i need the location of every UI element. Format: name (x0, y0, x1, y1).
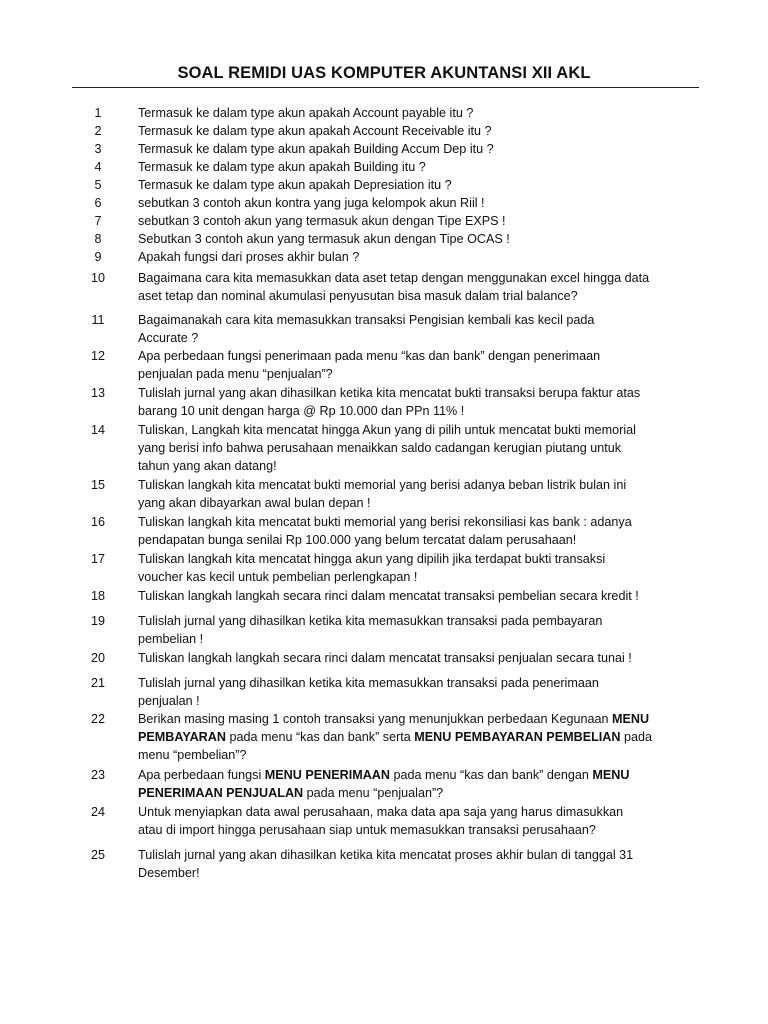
text-segment: penjualan ! (138, 694, 200, 709)
question-number: 5 (94, 178, 102, 192)
question-number: 6 (94, 196, 102, 210)
question-text-line (138, 329, 698, 347)
question-text (138, 674, 698, 710)
question-number: 23 (90, 768, 105, 782)
question-text-line (138, 269, 698, 287)
question-text (138, 710, 698, 765)
question-text (138, 766, 698, 802)
question-text-line (138, 568, 698, 586)
question-text-line (138, 784, 698, 802)
question-text (138, 269, 698, 305)
text-segment: tahun yang akan datang! (138, 459, 277, 474)
question-text-line (138, 803, 698, 821)
bold-menu-term: PEMBAYARAN (138, 730, 226, 745)
question-text (138, 248, 698, 266)
question-text-line (138, 846, 698, 864)
question-number: 10 (90, 271, 105, 285)
question-number: 24 (90, 805, 105, 819)
question-text (138, 846, 698, 882)
text-segment: Bagaimanakah cara kita memasukkan transaksi Pengisian kembali kas kecil pada (138, 313, 595, 327)
text-segment: sebutkan 3 contoh akun kontra yang juga kelompok akun Riil ! (138, 196, 485, 210)
question-text-line (138, 311, 698, 329)
bold-menu-term: MENU PEMBAYARAN PEMBELIAN (414, 730, 621, 745)
text-segment: pada menu “kas dan bank” dengan (390, 768, 593, 782)
text-segment: menu “pembelian”? (138, 748, 247, 763)
question-number: 18 (90, 589, 105, 603)
question-text-line (138, 531, 698, 549)
question-number: 21 (90, 676, 105, 690)
question-text-line (138, 365, 698, 383)
question-text-line (138, 476, 698, 494)
text-segment: Termasuk ke dalam type akun apakah Account Receivable itu ? (138, 124, 492, 138)
question-text (138, 104, 698, 122)
question-number: 16 (90, 515, 105, 529)
question-number: 20 (90, 651, 105, 665)
question-number: 9 (94, 250, 102, 264)
question-text (138, 476, 698, 512)
question-number: 12 (90, 349, 105, 363)
question-text-line (138, 140, 698, 158)
text-segment: Apa perbedaan fungsi penerimaan pada menu “kas dan bank” dengan penerimaan (138, 349, 601, 363)
question-number: 25 (90, 848, 105, 862)
question-text-line (138, 384, 698, 402)
text-segment: barang 10 unit dengan harga @ Rp 10.000 dan PPn 11% ! (138, 404, 465, 419)
question-number: 3 (94, 142, 102, 156)
question-text-line (138, 158, 698, 176)
text-segment: Apakah fungsi dari proses akhir bulan ? (138, 250, 360, 264)
bold-menu-term: PENERIMAAN PENJUALAN (138, 786, 304, 801)
bold-menu-term: MENU PENERIMAAN (264, 768, 390, 782)
question-number: 8 (94, 232, 102, 246)
text-segment: Tuliskan langkah kita mencatat hingga akun yang dipilih jika terdapat bukti transaksi (138, 552, 606, 566)
question-text-line (138, 230, 698, 248)
question-text-line (138, 421, 698, 439)
text-segment: yang akan dibayarkan awal bulan depan ! (138, 496, 371, 511)
text-segment: Termasuk ke dalam type akun apakah Building itu ? (138, 160, 426, 174)
text-segment: pendapatan bunga senilai Rp 100.000 yang belum tercatat dalam perusahaan! (138, 533, 577, 548)
question-text (138, 212, 698, 230)
question-text (138, 122, 698, 140)
text-segment: voucher kas kecil untuk pembelian perlengkapan ! (138, 570, 418, 585)
question-text-line (138, 104, 698, 122)
question-text-line (138, 402, 698, 420)
text-segment: Accurate ? (138, 331, 199, 346)
text-segment: Termasuk ke dalam type akun apakah Building Accum Dep itu ? (138, 142, 494, 156)
question-text (138, 550, 698, 586)
question-number: 15 (90, 478, 105, 492)
text-segment: Apa perbedaan fungsi (138, 768, 265, 782)
question-text-line (138, 248, 698, 266)
question-text (138, 158, 698, 176)
text-segment: pada menu “kas dan bank” serta (225, 730, 415, 745)
question-text-line (138, 612, 698, 630)
question-text (138, 194, 698, 212)
question-number: 13 (90, 386, 105, 400)
text-segment: Tuliskan langkah kita mencatat bukti memorial yang berisi rekonsiliasi kas bank : adanya (138, 515, 632, 529)
question-number: 2 (94, 124, 102, 138)
text-segment: pada (620, 730, 652, 745)
question-text-line (138, 728, 698, 746)
question-number: 22 (90, 712, 105, 726)
text-segment: aset tetap dan nominal akumulasi penyusutan bisa masuk dalam trial balance? (138, 289, 578, 304)
question-text-line (138, 587, 698, 605)
text-segment: yang berisi info bahwa perusahaan menaikkan saldo cadangan kerugian piutang untuk (138, 441, 622, 456)
text-segment: pembelian ! (138, 632, 204, 647)
question-text-line (138, 347, 698, 365)
question-text (138, 311, 698, 347)
question-number: 7 (94, 214, 102, 228)
question-text (138, 140, 698, 158)
question-text-line (138, 746, 698, 764)
text-segment: sebutkan 3 contoh akun yang termasuk akun dengan Tipe EXPS ! (138, 214, 506, 228)
question-text-line (138, 630, 698, 648)
text-segment: Tulislah jurnal yang dihasilkan ketika kita memasukkan transaksi pada penerimaan (138, 676, 599, 690)
text-segment: Tulislah jurnal yang akan dihasilkan ketika kita mencatat proses akhir bulan di tanggal 31 (138, 848, 634, 862)
question-text-line (138, 457, 698, 475)
question-text-line (138, 212, 698, 230)
question-text-line (138, 287, 698, 305)
question-text (138, 421, 698, 476)
question-text-line (138, 692, 698, 710)
question-text-line (138, 439, 698, 457)
question-text-line (138, 710, 698, 728)
question-number: 1 (94, 106, 102, 120)
question-text-line (138, 649, 698, 667)
text-segment: atau di import hingga perusahaan siap untuk memasukkan transaksi perusahaan? (138, 823, 596, 838)
text-segment: Tulislah jurnal yang dihasilkan ketika kita memasukkan transaksi pada pembayaran (138, 614, 603, 628)
text-segment: pada menu “penjualan”? (303, 786, 444, 801)
text-segment: Tuliskan langkah langkah secara rinci dalam mencatat transaksi pembelian secara kredit ! (138, 589, 639, 603)
title-underline (72, 87, 699, 88)
question-text-line (138, 821, 698, 839)
question-number: 17 (90, 552, 105, 566)
question-text (138, 347, 698, 383)
question-text (138, 612, 698, 648)
question-text-line (138, 513, 698, 531)
question-number: 14 (90, 423, 105, 437)
text-segment: Untuk menyiapkan data awal perusahaan, maka data apa saja yang harus dimasukkan (138, 805, 624, 819)
question-text-line (138, 194, 698, 212)
text-segment: Sebutkan 3 contoh akun yang termasuk akun dengan Tipe OCAS ! (138, 232, 510, 246)
question-number: 11 (91, 313, 105, 327)
question-text (138, 587, 698, 605)
question-text (138, 384, 698, 420)
question-text (138, 176, 698, 194)
question-text-line (138, 766, 698, 784)
question-text (138, 230, 698, 248)
question-text (138, 803, 698, 839)
question-text-line (138, 176, 698, 194)
question-text-line (138, 122, 698, 140)
text-segment: penjualan pada menu “penjualan”? (138, 367, 333, 382)
bold-menu-term: MENU (592, 768, 630, 782)
question-text-line (138, 550, 698, 568)
text-segment: Desember! (138, 866, 200, 881)
bold-menu-term: MENU (611, 712, 650, 726)
question-number: 4 (94, 160, 102, 174)
document-title: SOAL REMIDI UAS KOMPUTER AKUNTANSI XII AKL (177, 64, 591, 82)
question-number: 19 (90, 614, 105, 628)
text-segment: Termasuk ke dalam type akun apakah Depresiation itu ? (138, 178, 452, 192)
text-segment: Tuliskan, Langkah kita mencatat hingga Akun yang di pilih untuk mencatat bukti memorial (138, 423, 636, 437)
question-text-line (138, 674, 698, 692)
question-text (138, 513, 698, 549)
text-segment: Bagaimana cara kita memasukkan data aset tetap dengan menggunakan excel hingga data (138, 271, 650, 285)
question-text (138, 649, 698, 667)
text-segment: Tuliskan langkah langkah secara rinci dalam mencatat transaksi penjualan secara tunai ! (138, 651, 632, 665)
text-segment: Termasuk ke dalam type akun apakah Account payable itu ? (138, 106, 474, 120)
question-text-line (138, 494, 698, 512)
text-segment: Berikan masing masing 1 contoh transaksi yang menunjukkan perbedaan Kegunaan (138, 712, 612, 726)
text-segment: Tulislah jurnal yang akan dihasilkan ketika kita mencatat bukti transaksi berupa faktur atas (138, 386, 641, 400)
text-segment: Tuliskan langkah kita mencatat bukti memorial yang berisi adanya beban listrik bulan ini (138, 478, 627, 492)
question-text-line (138, 864, 698, 882)
